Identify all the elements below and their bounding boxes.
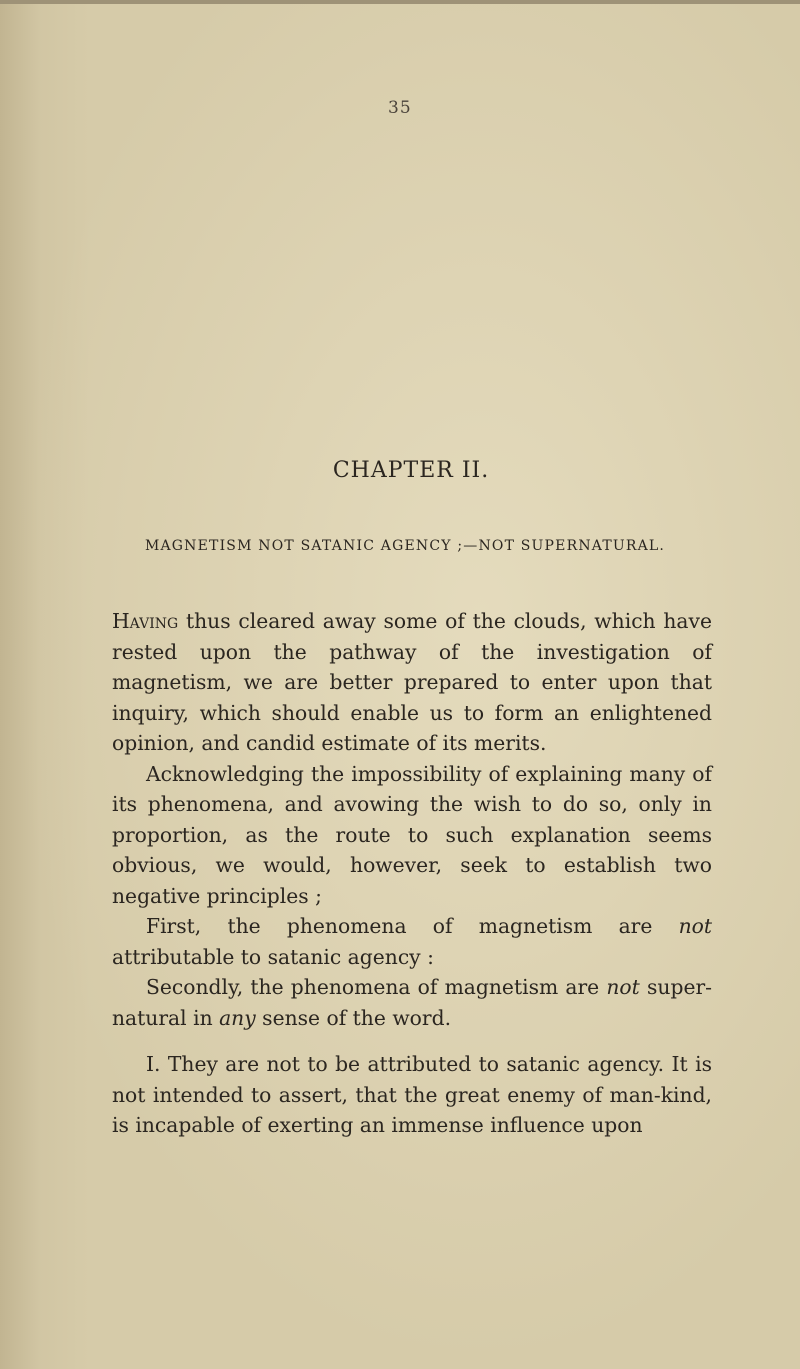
- paragraph-second-principle: [112, 972, 712, 1033]
- paragraph-first-principle: [112, 911, 712, 972]
- first-principle-after: attributable to satanic agency :: [112, 944, 434, 969]
- second-principle-middle: super-natural in: [112, 975, 712, 1030]
- chapter-title: CHAPTER II.: [332, 458, 490, 483]
- page-top-edge: [0, 0, 800, 4]
- opening-word: Having: [112, 609, 179, 633]
- paragraph-acknowledging: [112, 759, 712, 912]
- second-principle-after: sense of the word.: [255, 1005, 452, 1030]
- second-principle-before: Secondly, the phenomena of magnetism are: [146, 975, 607, 999]
- paragraph-having: [112, 606, 712, 759]
- paragraph-having-text: thus cleared away some of the clouds, which have rested upon the pathway of the investigation of magnetism, we are better prepared to enter upon that inquiry, which should enable us to form an enlightened opinion, and candid estimate of its merits.: [112, 609, 712, 755]
- second-principle-emphasis-not: not: [606, 975, 640, 999]
- second-principle-emphasis-any: any: [219, 1005, 256, 1030]
- paragraph-section-one-text: I. They are not to be attributed to satanic agency. It is not intended to assert, that the great enemy of man-kind, is incapable of exerting an immense influence upon: [112, 1052, 712, 1137]
- paragraph-section-one: [112, 1049, 712, 1141]
- first-principle-emphasis: not: [678, 914, 712, 938]
- page-number: 35: [388, 98, 412, 118]
- first-principle-before: First, the phenomena of magnetism are: [146, 914, 679, 938]
- paragraph-acknowledging-text: Acknowledging the impossibility of explaining many of its phenomena, and avowing the wish to do so, only in proportion, as the route to such explanation seems obvious, we would, however, seek to establish two negative principles ;: [112, 761, 712, 908]
- body-text: [112, 606, 712, 1141]
- chapter-subtitle: MAGNETISM NOT SATANIC AGENCY ;—NOT SUPERNATURAL.: [144, 538, 666, 554]
